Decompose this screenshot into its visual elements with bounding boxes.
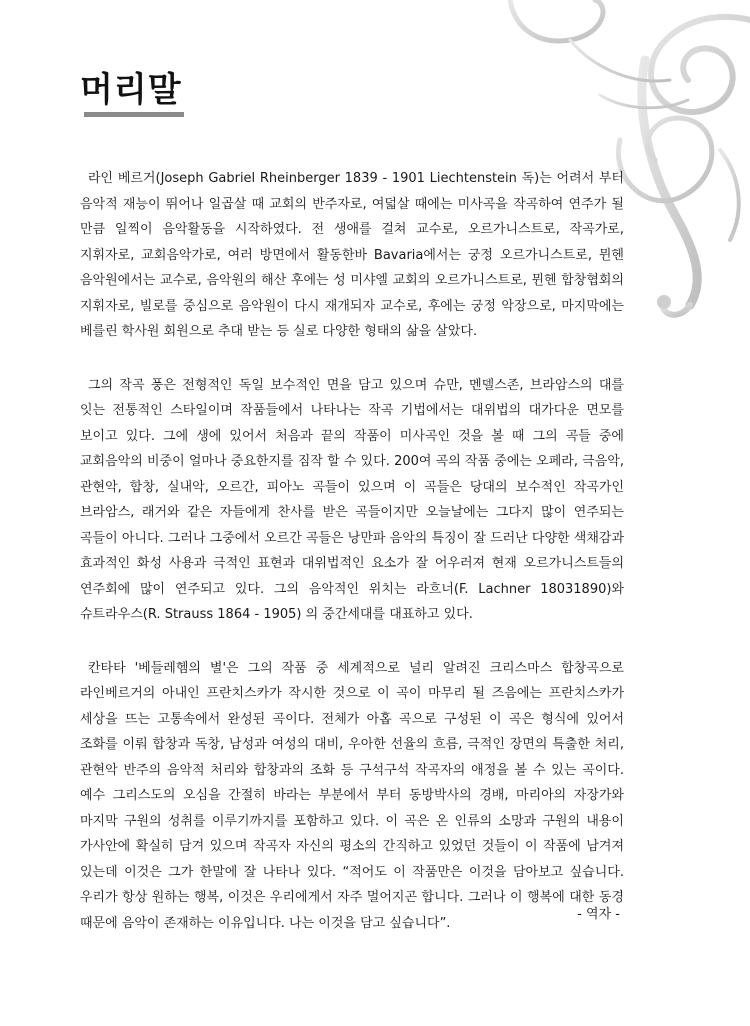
paragraph-1: 라인 베르거(Joseph Gabriel Rheinberger 1839 - 1901 Liechtenstein 독)는 어려서 부터 음악적 재능이 뛰어나 일곱살 때 교회의 반주자로, 여덟살 때에는 미사곡을 작곡하여 연주가 될 만큼 일찍이 음악활동을 시작하였다. 전 생애를 걸쳐 교수로, 오르가니스트로, 작곡가로, 지휘자로, 교회음악가로, 여러 방면에서 활동한바 Bavaria에서는 궁정 오르가니스트로, 뮌헨 음악원에서는 교수로, 음악원의 해산 후에는 성 미샤엘 교회의 오르가니스트로, 뮌헨 합창협회의 지휘자로, 빌로를 중심으로 음악원이 다시 재개되자 교수로, 후에는 궁정 악장으로, 마지막에는 베를린 학사원 회원으로 추대 받는 등 실로 다양한 형태의 삶을 살았다.: [80, 171, 624, 339]
paragraph-3: 칸타타 '베들레헴의 별'은 그의 작품 중 세계적으로 널리 알려진 크리스마스 합창곡으로 라인베르거의 아내인 프란치스카가 작시한 것으로 이 곡이 마무리 될 즈음에는 프란치스카가 세상을 뜨는 고통속에서 완성된 곡이다. 전체가 아홉 곡으로 구성된 이 곡은 형식에 있어서 조화를 이뤄 합창과 독창, 남성과 여성의 대비, 우아한 선율의 흐름, 극적인 장면의 특출한 처리, 관현악 반주의 음악적 처리와 합창과의 조화 등 구석구석 작곡자의 애정을 볼 수 있는 곡이다. 예수 그리스도의 오심을 간절히 바라는 부분에서 부터 동방박사의 경배, 마리아의 자장가와 마지막 구원의 성취를 이루기까지를 포함하고 있다. 이 곡은 온 인류의 소망과 구원의 내용이 가사안에 확실히 담겨 있으며 작곡자 자신의 평소의 간직하고 있었던 것들이 이 작품에 남겨져 있는데 이것은 그가 한말에 잘 나타나 있다. “적어도 이 작품만은 이것을 담아보고 싶습니다. 우리가 항상 원하는 행복, 이것은 우리에게서 자주 멀어지곤 합니다. 그러나 이 행복에 대한 동경 때문에 음악이 존재하는 이유입니다. 나는 이것을 담고 싶습니다”.: [80, 660, 624, 931]
translator-signature: - 역자 -: [577, 907, 620, 922]
preface-body: [80, 166, 624, 964]
title-underline: [84, 112, 184, 117]
page-title: 머리말: [80, 70, 182, 110]
paragraph-2: 그의 작곡 풍은 전형적인 독일 보수적인 면을 담고 있으며 슈만, 멘델스존, 브라암스의 대를 잇는 전통적인 스타일이며 작품들에서 나타나는 작곡 기법에서는 대위법의 대가다운 면모를 보이고 있다. 그에 생에 있어서 처음과 끝의 작품이 미사곡인 것을 볼 때 그의 곡들 중에 교회음악의 비중이 얼마나 중요한지를 짐작 할 수 있다. 200여 곡의 작품 중에는 오페라, 극음악, 관현악, 합창, 실내악, 오르간, 피아노 곡들이 있으며 이 곡들은 당대의 보수적인 작곡가인 브라암스, 래거와 같은 자들에게 찬사를 받은 곡들이지만 오늘날에는 그다지 많이 연주되는 곡들이 아니다. 그러나 그중에서 오르간 곡들은 낭만파 음악의 특징이 잘 드러난 다양한 색채감과 효과적인 화성 사용과 극적인 표현과 대위법적인 요소가 잘 어우러져 현재 오르가니스트들의 연주회에 많이 연주되고 있다. 그의 음악적인 위치는 라흐너(F. Lachner 18031890)와 슈트라우스(R. Strauss 1864 - 1905) 의 중간세대를 대표하고 있다.: [80, 377, 624, 622]
